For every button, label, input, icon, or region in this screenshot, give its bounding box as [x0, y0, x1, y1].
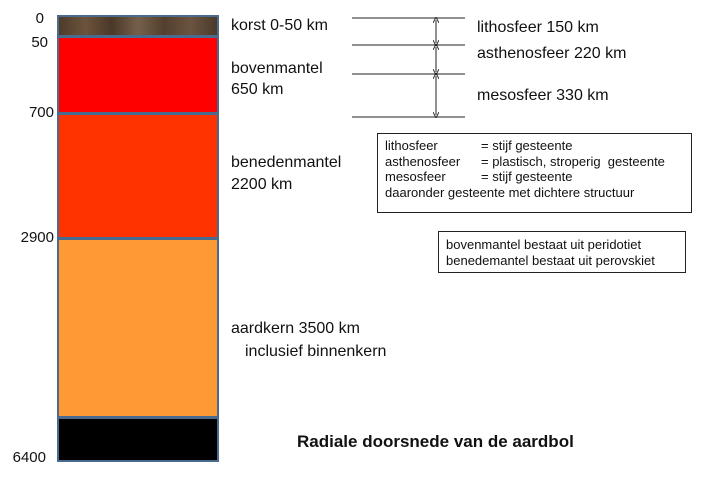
- depth-label-700: 700: [28, 104, 54, 121]
- depth-label-6400: 6400: [12, 449, 46, 466]
- upper-mantle-label-line2: 650 km: [231, 81, 284, 98]
- legend-row: [385, 154, 684, 170]
- lithosphere-label: lithosfeer 150 km: [477, 19, 599, 36]
- core-label-line2: inclusief binnenkern: [245, 343, 387, 360]
- diagram-title: Radiale doorsnede van de aardbol: [297, 432, 574, 451]
- depth-label-0: 0: [35, 10, 44, 27]
- core-label-line1: aardkern 3500 km: [231, 320, 360, 337]
- legend-definition: = stijf gesteente: [481, 169, 573, 184]
- depth-label-2900: 2900: [20, 229, 54, 246]
- legend-footer: daaronder gesteente met dichtere structuur: [385, 184, 635, 200]
- upper-mantle-label-line1: bovenmantel: [231, 60, 323, 77]
- sublayer-legend-box: [377, 133, 692, 213]
- lower-mantle-label-line1: benedenmantel: [231, 154, 342, 171]
- legend-term: mesosfeer: [385, 169, 446, 184]
- asthenosphere-label: asthenosfeer 220 km: [477, 45, 627, 62]
- composition-line-upper: bovenmantel bestaat uit peridotiet: [446, 237, 642, 252]
- crust-label: korst 0-50 km: [231, 17, 328, 34]
- legend-term: lithosfeer: [385, 138, 438, 153]
- mesosphere-label: mesosfeer 330 km: [477, 87, 609, 104]
- legend-row: [385, 169, 684, 185]
- composition-line-lower: benedemantel bestaat uit perovskiet: [446, 252, 655, 268]
- legend-definition: = plastisch, stroperig gesteente: [481, 153, 665, 169]
- legend-row: [385, 138, 684, 154]
- lower-mantle-label-line2: 2200 km: [231, 176, 293, 193]
- legend-definition: = stijf gesteente: [481, 138, 573, 153]
- depth-label-50: 50: [31, 34, 48, 51]
- composition-box: [438, 231, 686, 273]
- legend-term: asthenosfeer: [385, 153, 461, 169]
